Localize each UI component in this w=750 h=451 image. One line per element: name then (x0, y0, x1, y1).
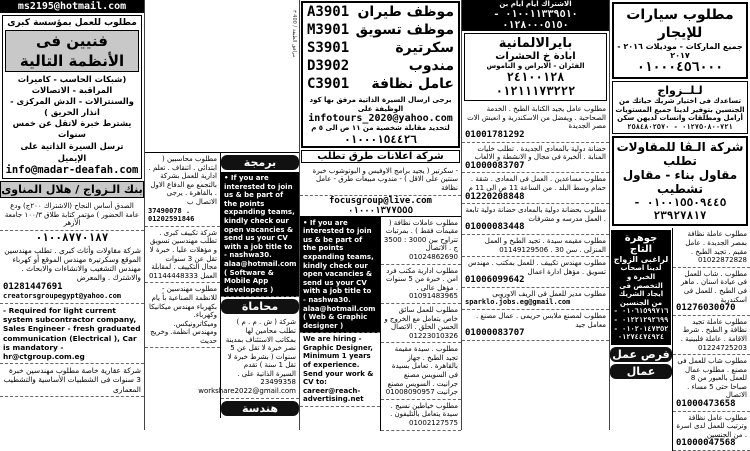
cv-note: ترسل السيرة الذاتية على الإيميل (20, 141, 124, 163)
workers-header: عمال (610, 364, 672, 379)
ads-company-email[interactable]: focusgroup@live.com (329, 195, 432, 206)
small-ad-2-text: مطلوب . شاب للعمل فى عيادة اسنان . ماهر فى الطبخ . للعمل فى اسكندرية (680, 269, 747, 304)
villa-ad-phone[interactable]: 01001781292 (465, 129, 525, 140)
pest-control-title: بايرالالمانية (498, 35, 573, 51)
jobs-email[interactable]: infotours_2020@yahoo.com (308, 113, 453, 125)
textile-ad-text: مطلوب لمصنع ملابس حريمى . عمال مصنع . معامل جيد (475, 312, 606, 329)
programming-header: برمجة (221, 155, 299, 170)
jewel-title: جوهرة التاج (624, 233, 658, 256)
textile-ad (462, 310, 609, 341)
job-code: A3901 (307, 4, 350, 20)
top-strip-phones[interactable]: ٠١٠٠١١٣٣٩٥١٠ - ٠١٢٨٠٠٠٥١٥٠ (462, 9, 609, 31)
graphic-designer-ad: We are hiring - Graphic Designer, Minimum 1 years of experience. Send your work & CV to: career@reach-advertising.net (300, 333, 380, 407)
nursery-ad-phone[interactable]: 01000083448 (465, 222, 525, 233)
nursery-ad-text: مطلوب بحضانة دولية بالمعادى حضانة دولية تابعة . العمل مدرسه و مشرفات (465, 206, 606, 223)
pest-control-phone-1[interactable]: ٢٤١٠٠١٢٨ (506, 70, 565, 85)
nurse-ad: مطلوب مقيمه سيدة . تجيد الطبخ و العمل المنزلى . سن 30 . 01149129506 (462, 235, 609, 257)
job-row (303, 21, 458, 39)
column-2-right (198, 153, 299, 418)
engineering-ad: مطلوب مهندسين - للانظمة الصناعية بأ يام بكهرباء مهندس ميكانيكا وكهرباء. وميكاترونيكس. ومهندس انظمة. وخريج حديث (145, 283, 220, 348)
jobs-header: فرص عمل (610, 347, 672, 362)
ads-company-text: - سكرتير ( يجيد برامج الاوفيس و البوتوشوب خبرة سنتين على الاقل ) - مندوب مبيعات طرق - عامل نظافة (300, 165, 461, 196)
car-rental-title: مطلوب سيارات للإيجار (626, 7, 734, 41)
small-ad-1: مطلوب عاملة نظافة بمصر الجديدة . عامل مقيم . تجيد الطبخ . 01022872828 (673, 228, 750, 267)
contracting-ad-email[interactable]: creatorsgroupegypt@yahoo.com (3, 291, 122, 300)
factory-ad (462, 288, 609, 310)
jewel-text: لدينا اصحاب الخبرة و التخصص فى ايجاد الشريك من الجنسين (618, 264, 664, 307)
driver-ad: مطلوب للعمل سائق خاص بتعامل مع الخروج و الحسن الخلق . الاتصال 01223010326 (381, 304, 462, 343)
engineer-ad (462, 257, 609, 288)
column-2 (145, 0, 300, 430)
technicians-email[interactable]: info@madar-deafah.com (5, 164, 139, 176)
contracting-company-title: شركة الـڤا للمقاولات تطلب (616, 140, 744, 169)
experience-requirement: يشترط خبرة لاتقل عن خمس سنوات (12, 118, 132, 139)
textile-ad-phone[interactable]: 01000083707 (465, 328, 525, 339)
marriage-ad-phones[interactable]: ٠١٢٧٥٠٨٠٠٧٢١ - ٢٥٨٤٨٠٢٥٧٠ (627, 122, 733, 131)
engineer-ad-text: مطلوب مهندس تكييف . للعمل بمكتب . مهندس تسويق . مؤهل ادارة اعمال (468, 259, 606, 276)
contracting-ad (0, 244, 144, 304)
technicians-banner: فنيين فى الأنظمة التالية (5, 30, 139, 72)
car-rental-models: جميع الماركات - موديلات ٢٠١٦ - ٢٠١٧ (617, 42, 743, 60)
nursery-ad (462, 204, 609, 235)
pest-control-ad (464, 33, 607, 102)
pest-control-phone-2[interactable]: ٠١٢١١١٧٣٢٢٢ (495, 84, 576, 99)
column-3-left (300, 217, 381, 431)
jewel-ad (611, 230, 671, 344)
technicians-headline: مطلوب للعمل بمؤسسة كبرى (7, 18, 137, 28)
small-ad-5 (673, 412, 750, 451)
marriage-bank-header: بنك الـزواج / هلال المناوى (1, 183, 143, 196)
accountants-ad-phones[interactable]: 37490078 . 01202591846 (148, 206, 195, 224)
pest-control-sub2: الفئران - الابراص و الناموس (486, 61, 585, 70)
tours-jobs-ad (301, 1, 460, 148)
ads-company-phone[interactable]: ٠١٠٠٠١٣٧٧٥٥٥ (300, 206, 461, 217)
job-title: موظف طيران (357, 4, 454, 20)
column-5-body (610, 228, 750, 451)
job-title: عامل نظافة (371, 76, 454, 92)
english-sales-ad: - Required for light current system subcontractor company, Sales Engineer - fresh graduated communication (Electrical ), Car is mandatory - hr@ctgroup.com.eg (0, 304, 144, 364)
job-row (303, 39, 458, 57)
small-ad-4-text: مطلوب شاب للعمل فى مصنع . مطلوب عمال للعمل بالعبور من 8 صباحا حتى 5 مساء . الاتصال (677, 357, 747, 400)
web-designer-ad: • If you are interested to join us & be part of the points expanding teams, kindly check our open vacancies & send us your CV with a job title to - nashwa30. alaa@hotmail.com ( Web & Graphic designer ) (300, 217, 380, 334)
column-5 (610, 0, 750, 449)
marriage-bank-text: الصدق أساس النجاح (الاشتراك ٢٠٠ج) ودع عامة الحضور ) مؤتمر كتابة طلاق ١٠٠/٣ جامعة الأزهر (0, 200, 144, 231)
column-5-right (673, 228, 750, 451)
engineer-ad-phone[interactable]: 01006099642 (465, 275, 525, 286)
contracting-ad-phone[interactable]: 01281447691 (3, 281, 63, 292)
job-title: سكرتيرة (395, 40, 454, 56)
column-2-top-space (145, 0, 299, 153)
marriage-ad (612, 81, 748, 134)
contracting-company-sub: مقاول بناء - مقاول تشطيب (622, 168, 738, 197)
cleaners-ad: مطلوب عاملات نظافة ( مقيمات فقط ) . بمرتبات تتراوح بين 3000 : 3500 ج . الاتصال 01024862690 (381, 217, 462, 265)
column-2-body (145, 153, 299, 418)
factory-ad-text: مطلوب مدير للعمل فى الريف الاوروبى (492, 289, 606, 298)
villa-ad-text: مطلوب عامل يجيد الكتابة الطبخ . الخدمة الصحاحبة . ويفضل من الاسكندرية و انعيش الات مصر الجديدة (467, 105, 606, 131)
ads-company-header: شركة اعلانات طرق تطلب (301, 150, 460, 163)
systems-line-2: والسنترالات - الدش المركزى - انذار الحريق ) (10, 96, 134, 117)
lawyer-ad: شركة ( ش . م . م ) تطلب محامين لها بمكاتب الاستئناف بمدينة نصر خبرة لا تقل عن 5 سنوات ( بشرط خبرة لا تقل 1 سنة ) تقدم السيرة الذاتية على . 23499358 workshare2022@gmail.com (221, 316, 299, 398)
column-3-body (300, 217, 461, 431)
security-ad: مطلوب ادارية مكتب فرد امن . خبرة من 5 سنوات . مؤهل عالى . 01091483965 (381, 265, 462, 304)
job-row (303, 3, 458, 21)
small-ad-4-phone[interactable]: 01000473658 (676, 399, 736, 410)
small-ad-2 (673, 268, 750, 316)
factory-ad-email[interactable]: sparklo.jobs.eg@gmail.com (465, 298, 571, 307)
small-ad-5-phone[interactable]: 01000047568 (676, 438, 736, 449)
contracting-company-phone[interactable]: ٠١٠٠١٥٥٠٩٤٤٥ - ٢٣٩٢٧٨١٧ (633, 196, 727, 223)
jobs-note: برجى ارسال السيرة الذاتية مرفق بها كود الوظيفة على (309, 96, 452, 113)
top-strip-text: الاشتراك ايام ايام بن (462, 0, 609, 9)
suez-ad: مطلوب . سيدة مقيمة تجيد الطبخ . جهاز بالقاهرة . تعامل بسيدة فى السويس مصنع جرانيت . السويس مصنع جرانيت 01008090957 (381, 343, 462, 400)
health-ad (462, 143, 609, 174)
helpers-ad-phone[interactable]: 01220208848 (465, 191, 525, 202)
marriage-ad-text: تساعدك فى اختيار شريك حياتك من الجنسين بتوفير لدينا جميع المستويات أرامل ومطلقات وانسات لديهن سكن (615, 97, 745, 123)
jobs-phone[interactable]: ٠١٠٠٠١٥٤٤٢٦ (344, 132, 417, 146)
job-code: C3901 (307, 76, 350, 92)
tailor-ad: مطلوب خياطين نسيج . سيدة يتعامل بالتليفون . 01002127575 (381, 400, 462, 431)
health-ad-text: حضانة دولية بالمعادى الجديدة . تطلب خليات المنابة . الخبرة فى مجال و الانشطة و الالعاب (474, 144, 606, 162)
small-ad-3: مطلوب عاملة تجيد نظافة و الطبخ . شرط الاقامة . عاملة فلبينية . 01224725203 (673, 316, 750, 355)
villa-ad (462, 103, 609, 142)
job-row (303, 75, 458, 93)
top-email: ms2195@hotmail.com (0, 0, 144, 13)
jewel-sub: لراغبى الزواج (613, 255, 669, 265)
engineering-header: هندسة (221, 401, 299, 416)
lawyer-header: محاماة (221, 299, 299, 314)
helpers-ad-text: مطلوب مساعدين . العمل فى المعادى . شقة . حمام وسط البلد . من الساعة 11 ص الى 11 م (468, 175, 606, 192)
accountants-ad-text: مطلوب محاسبين ( ابتدائى . اتنقاف . تعلم . ادارية للعمل بشركة بالتجمع مع الدفاع الاول . بالقاهرة . يرجى الاتصال ب (148, 155, 217, 206)
column-1 (0, 0, 145, 430)
job-title: مندوب (408, 58, 454, 74)
car-rental-ad (612, 2, 748, 79)
job-code: D3902 (307, 58, 350, 74)
jewel-phones[interactable]: ٠١٠٦١٥٩٩٧١٦ - ٠١٢٢١٢٩٢٦٩٩ - ٠١٠٢٠١٤٧٣٥٢ - ٠١٢٧٤٤٧٤٩٢٤ (613, 307, 669, 342)
contracting-ad-text: شركة مقاولات وأثاث كبرى . تطلب مهندسين الموقع وسكرتيرة مهندس الموقع أو كهرباء مهندس التشغيب والانشاءات والابحاث . والاشترك . والمعرض (4, 245, 141, 283)
car-rental-phone[interactable]: ٠١٠٠٠٤٥٦٠٠٠ (636, 60, 724, 75)
marriage-bank-phone[interactable]: ٠١٠٠٨٧٧٠١٨٧ (35, 230, 109, 244)
column-3-right (381, 217, 462, 431)
realestate-ad: شركة عقارية خاصة مطلوب مهندسين خبرة 3 سنوات فى الشطبيات الأساسية والتشطيب المعمارى (0, 364, 144, 397)
column-4 (462, 0, 610, 430)
systems-line-1: (شبكات الحاسب - كاميرات المراقبة - الاتصالات (17, 74, 127, 95)
column-2-left (145, 153, 221, 418)
column-3 (300, 0, 462, 430)
job-code: S3901 (307, 40, 350, 56)
accountants-ad (145, 153, 220, 227)
helpers-ad (462, 173, 609, 204)
marriage-ad-title: لـلــزواج (657, 84, 703, 97)
small-ad-5-text: مطلوب عامل نظافة وترتيب للعمل لدى اسرة . من الجنسين (676, 413, 747, 439)
small-ad-2-phone[interactable]: 01276030070 (676, 303, 736, 314)
health-ad-phone[interactable]: 01000083707 (465, 160, 525, 171)
job-title: موظف تسويق (355, 22, 454, 38)
small-ad-4 (673, 355, 750, 412)
technicians-ad (2, 15, 142, 179)
column-5-left (610, 228, 673, 451)
jobs-interview: لتحديد مقابلة شخصية من ١١ ص الى ٥ م (311, 124, 450, 133)
programming-ad: • If you are interested to join us & be part of the points expanding teams, kindly check our open vacancies & send us your CV with a job title to - nashwa30. alaa@hotmail.com ( Software & Mobile App developers ) (221, 172, 299, 297)
side-vertical-text: مرافق الطبقة / 400 ٣ (291, 10, 297, 58)
job-code: M3901 (307, 22, 350, 38)
pest-control-sub: ابادة خ الحشرات (495, 50, 576, 62)
aircon-ad: شركة تكييف كبرى . تطلب مهندسين تسويق و مؤهلات عليا . خبرة لا تقل عن 3 سنوات مجال التكييف . لمقابلة العمل 01144448333 (145, 227, 220, 284)
contracting-company-ad (612, 136, 748, 226)
job-row (303, 57, 458, 75)
